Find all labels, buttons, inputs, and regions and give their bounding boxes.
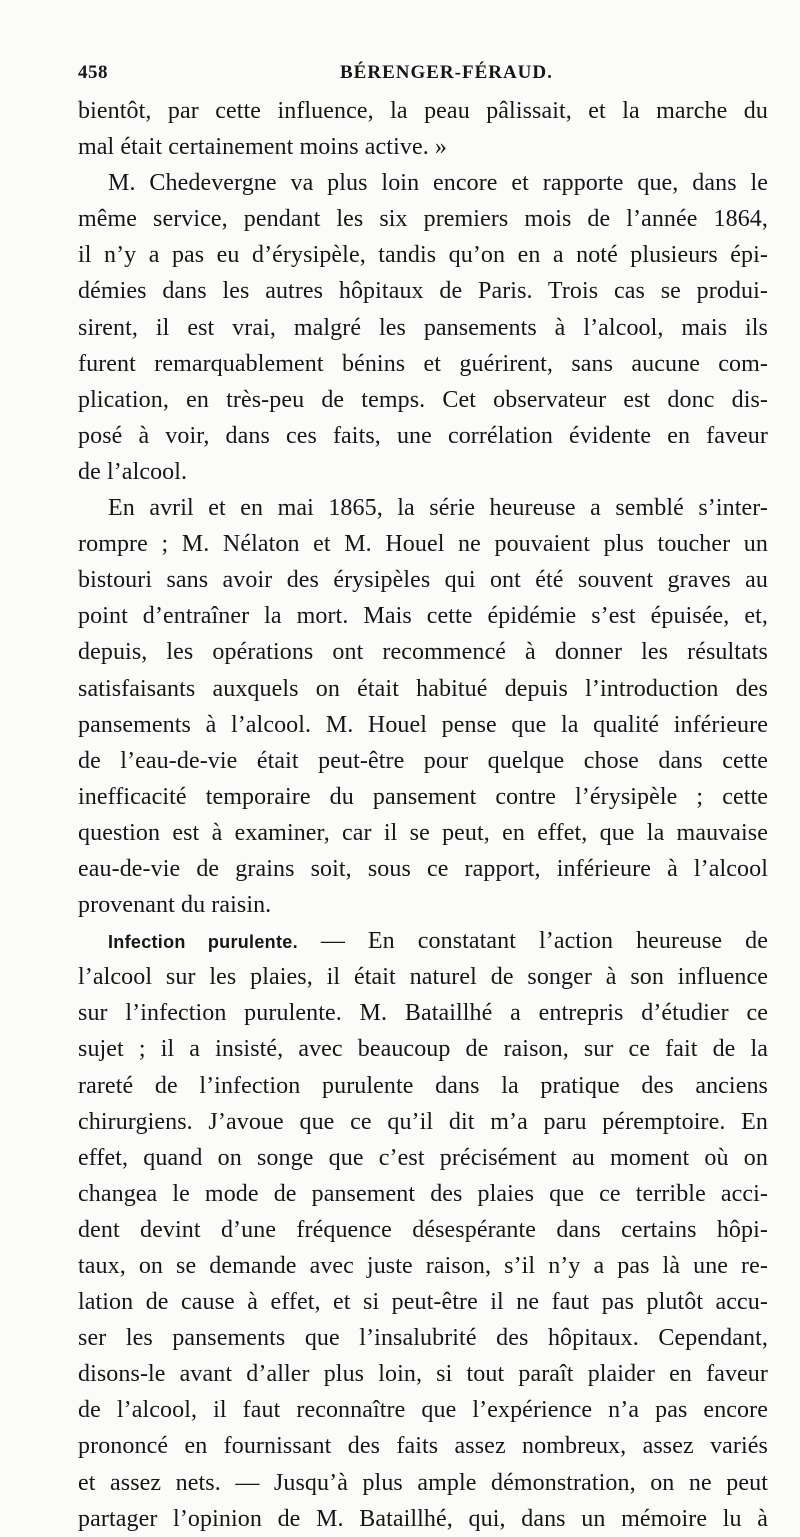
text-line: pansements à l’alcool. M. Houel pense que la qualité inférieure: [78, 711, 768, 738]
text-line: point d’entraîner la mort. Mais cette épidémie s’est épuisée, et,: [78, 603, 768, 630]
text-line: changea le mode de pansement des plaies que ce terrible acci-: [78, 1180, 768, 1207]
text-line: satisfaisants auxquels on était habitué depuis l’introduction des: [78, 675, 768, 702]
text-line: rareté de l’infection purulente dans la pratique des anciens: [78, 1072, 768, 1099]
text-line: sur l’infection purulente. M. Bataillhé a entrepris d’étudier ce: [78, 1000, 768, 1027]
text-line: chirurgiens. J’avoue que ce qu’il dit m’a paru péremptoire. En: [78, 1108, 768, 1135]
text-line: partager l’opinion de M. Bataillhé, qui, dans un mémoire lu à: [78, 1505, 768, 1532]
text-line: question est à examiner, car il se peut, en effet, que la mauvaise: [78, 819, 768, 846]
text-line: lation de cause à effet, et si peut-être il ne faut pas plutôt accu-: [78, 1289, 768, 1316]
text-line: sujet ; il a insisté, avec beaucoup de raison, sur ce fait de la: [78, 1036, 768, 1063]
text-line: de l’alcool, il faut reconnaître que l’expérience n’a pas encore: [78, 1397, 768, 1424]
text-line: En avril et en mai 1865, la série heureuse a semblé s’inter-: [108, 495, 768, 522]
text-line: depuis, les opérations ont recommencé à donner les résultats: [78, 639, 768, 666]
text-line: de l’eau-de-vie était peut-être pour quelque chose dans cette: [78, 747, 768, 774]
text-line: provenant du raisin.: [78, 892, 272, 919]
text-line: bientôt, par cette influence, la peau pâlissait, et la marche du: [78, 98, 768, 124]
text-line: taux, on se demande avec juste raison, s’il n’y a pas là une re-: [78, 1253, 768, 1279]
text-line: même service, pendant les six premiers mois de l’année 1864,: [78, 206, 768, 233]
text-line-fragment: — En constatant l’action heureuse de: [320, 928, 768, 955]
running-head: BÉRENGER-FÉRAUD.: [340, 62, 553, 83]
text-line: et assez nets. — Jusqu’à plus ample démonstration, on ne peut: [78, 1469, 768, 1496]
text-line: mal était certainement moins active. »: [78, 134, 447, 161]
text-line: dent devint d’une fréquence désespérante dans certains hôpi-: [78, 1216, 768, 1243]
text-line: furent remarquablement bénins et guérirent, sans aucune com-: [78, 350, 768, 377]
text-line: posé à voir, dans ces faits, une corrélation évidente en faveur: [78, 422, 768, 449]
text-line: rompre ; M. Nélaton et M. Houel ne pouvaient plus toucher un: [78, 531, 768, 558]
text-line: sirent, il est vrai, malgré les pansements à l’alcool, mais ils: [78, 314, 768, 341]
text-line: ser les pansements que l’insalubrité des hôpitaux. Cependant,: [78, 1325, 768, 1352]
text-line: de l’alcool.: [78, 458, 188, 485]
text-line: prononcé en fournissant des faits assez nombreux, assez variés: [78, 1433, 768, 1460]
text-line: M. Chedevergne va plus loin encore et rapporte que, dans le: [108, 170, 768, 197]
text-line: plication, en très-peu de temps. Cet observateur est donc dis-: [78, 386, 768, 413]
body-text: [78, 93, 768, 1537]
text-line: inefficacité temporaire du pansement contre l’érysipèle ; cette: [78, 783, 768, 810]
text-line: disons-le avant d’aller plus loin, si tout paraît plaider en faveur: [78, 1361, 768, 1388]
section-title: Infection purulente.: [108, 932, 298, 953]
text-line: bistouri sans avoir des érysipèles qui ont été souvent graves au: [78, 567, 768, 594]
text-line: eau-de-vie de grains soit, sous ce rapport, inférieure à l’alcool: [78, 855, 768, 882]
text-line: effet, quand on songe que c’est précisément au moment où on: [78, 1144, 768, 1171]
page-header: [78, 62, 768, 90]
text-line: l’alcool sur les plaies, il était naturel de songer à son influence: [78, 964, 768, 991]
page-number: 458: [78, 62, 108, 83]
text-line: démies dans les autres hôpitaux de Paris. Trois cas se produi-: [78, 278, 768, 305]
section-heading-line: [78, 923, 768, 959]
text-line: il n’y a pas eu d’érysipèle, tandis qu’on en a noté plusieurs épi-: [78, 242, 768, 269]
